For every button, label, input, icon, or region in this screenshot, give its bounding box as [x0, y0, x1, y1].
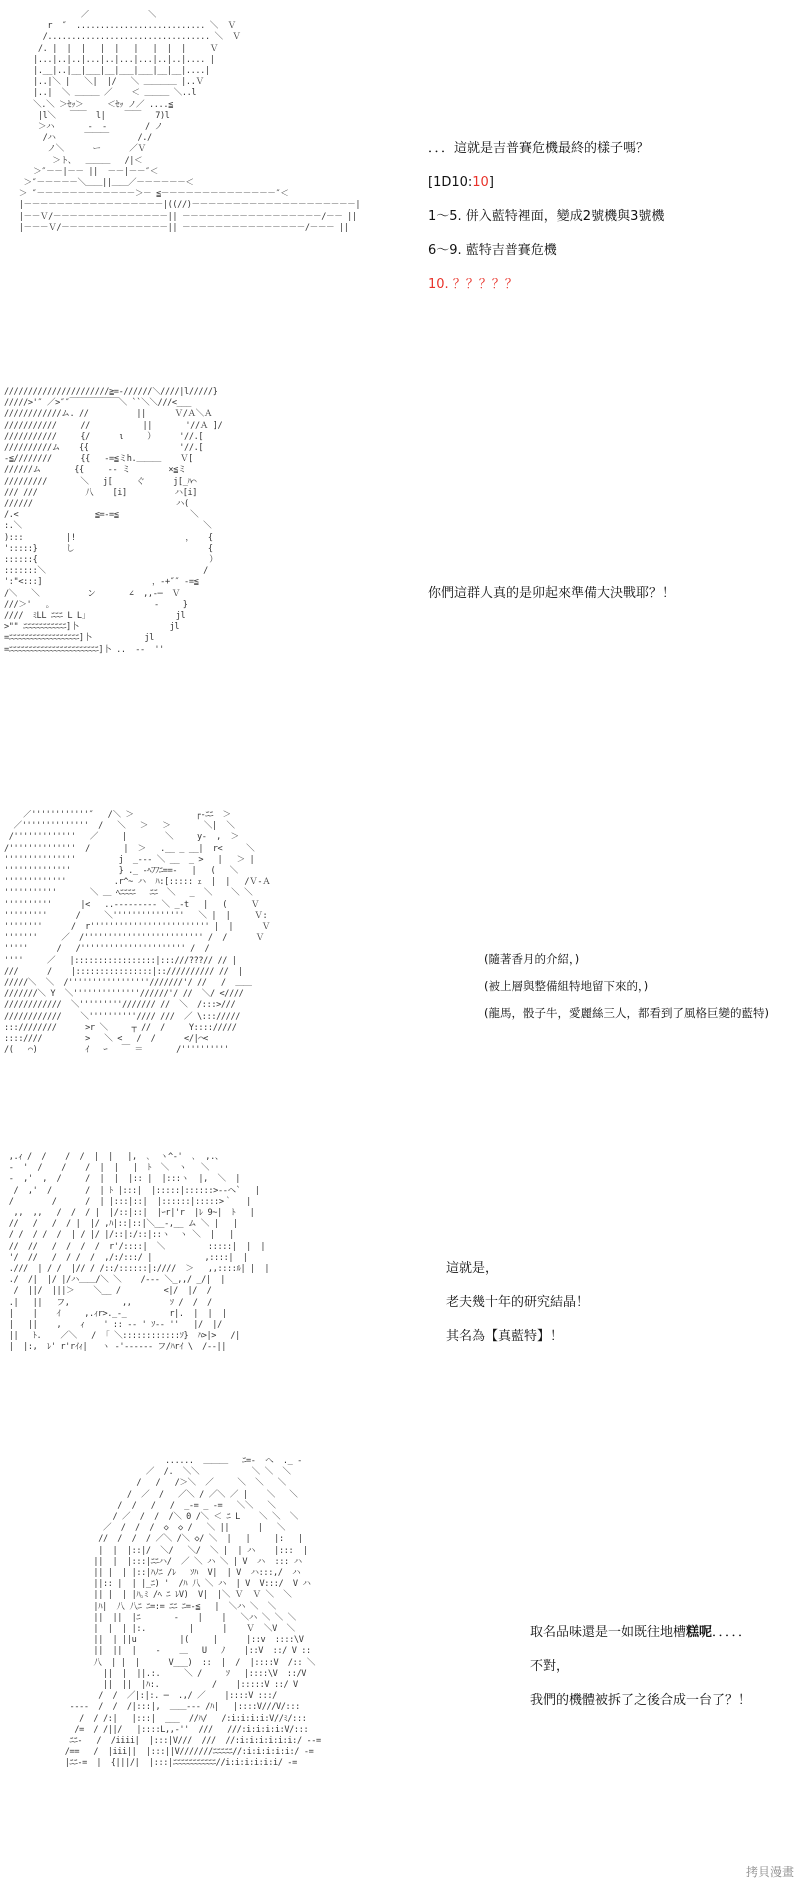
dialogue-line [530, 1650, 751, 1684]
text-segment: 1～5. 併入藍特裡面，變成2號機與3號機 [428, 209, 665, 224]
narration-line [484, 1000, 769, 1027]
text-segment: (龍馬，骰子牛，愛麗絲三人，都看到了風格巨變的藍特) [484, 1006, 769, 1020]
dialogue-line [428, 132, 664, 166]
panel-1 [0, 0, 800, 385]
narration-line [484, 973, 769, 1000]
panel-3 [0, 810, 800, 1145]
option-line [428, 234, 664, 268]
dialogue-block-1 [428, 132, 664, 302]
text-segment: 我們的機體被拆了之後合成一台了？！ [530, 1693, 752, 1708]
dialogue-line [530, 1684, 751, 1718]
text-segment: 不對， [530, 1659, 570, 1674]
highlight-text: 10 [472, 175, 489, 190]
text-segment: 你們這群人真的是卯起來準備大決戰耶？！ [428, 586, 676, 601]
text-segment: ．．．這就是吉普賽危機最終的樣子嗎？ [428, 141, 650, 156]
dialogue-line [446, 1286, 589, 1320]
text-segment: (隨著香月的介紹，) [484, 952, 580, 966]
ascii-art-character-2: //////////////////////≧=-//////＼////|l/////} /////>'″ ／>″″￣￣￣￣￣￣＼ ``＼＼///<___ ////////////ム. // || Ｖ/Ａ＼Ａ /////////// // || '//Ａ ]/ /////////// {/ ι ） '//.[ //////////ム {{ '//.[ -≦//////// {{ -=≦ミh.＿＿＿ Ｖ[ //////ム {{ -- ミ ×≦ミ ///////// ＼ j[ ぐ j[_ﾊ⌒ /// /// 八 [i] ハ[i] ////// ハ( /.< ≦=-=≦ ＼ :.＼ ＼ )::: |! ， { ':::::} し { ::::::{ ） :::::::＼ / ':"<:::] ，-+″″ -=≦ /＼ ＼ ン ∠ ,,-─ Ｖ ///＞' 。 - } //// ﾐLL ﾆﾆﾆ L L」 jl >"" ﾆﾆﾆﾆﾆﾆﾆﾆﾆﾆﾆ]卜 jl =ﾆﾆﾆﾆﾆﾆﾆﾆﾆﾆﾆﾆﾆﾆﾆﾆﾆﾆ]卜 jl =ﾆﾆﾆﾆﾆﾆﾆﾆﾆﾆﾆﾆﾆﾆﾆﾆﾆﾆﾆﾆﾆﾆﾆ]卜 .. -- '' [4, 387, 223, 655]
ascii-art-robot-reveal: ／''''''''''''″ /＼ ＞ ┌-ﾆﾆ ＞ ／'''''''''''''' / ＼ ＞ ＞ ＼| ＼ /''''''''''''' ／ | ＼ y- , ＞ /'''''''''''''' / | ＞ .__ _ __| r< ＼ ''''''''''''''' j _--- ＼ __ _ > | ＞ | '''''''''''''' } ._ -ﾍﾌﾌﾆ==- | ( ＼ ''''''''''''' .r^~ ハ ﾊ:[::::: ｪ | | /Ｖ-Ａ ''''''''''' ＼ ＿ ﾍﾆﾆﾆﾆ ﾆﾆ ＼ _ ＼ ＼ ＼ '''''''''' |< ..--------- ＼ _-t | ( Ｖ ''''''''' / ＼''''''''''''''' ＼ | | Ｖ: '''''''' / r''''''''''''''''''''''''' | | Ｖ ''''''' ／ /''''''''''''''''''''''''' / / Ｖ ''''' / /'''''''''''''''''''''' / / '''' ／ |:::::::::::::::::|:::///???// // | /// / |::::::::::::::::|::////////// // | /////＼ ＼ /'''''''''''''''''///////'/ // / ＿＿ ///////＼ Y ＼''''''''''''''//////'/ // ＼/ <//// //////////// ＼'''''''''/////// // ＼ /:::>/// //////////// ＼''''''''''//// /// ／ \:::///// ::://////// >r ＼ ┬ // / Y::::///// :::://// > ＼ < / / </|⌒< /( ⌒) ｲ ｰ ￣ ＝ /'''''''''' [4, 810, 271, 1056]
text-segment: 這就是， [446, 1261, 499, 1276]
dialogue-block-5 [530, 1616, 751, 1718]
text-segment: 糕呢 [686, 1625, 713, 1640]
option-line-selected [428, 268, 664, 302]
text-segment: 其名為【真藍特】！ [446, 1329, 564, 1344]
dialogue-line [446, 1252, 589, 1286]
text-segment: 取名品味還是一如既往地槽 [530, 1625, 687, 1640]
watermark-logo: 拷貝漫畫 [745, 1865, 794, 1879]
option-line [428, 200, 664, 234]
text-segment: ] [488, 175, 494, 190]
narration-block-3 [484, 946, 769, 1027]
text-segment: 老夫幾十年的研究結晶！ [446, 1295, 590, 1310]
dialogue-line [530, 1616, 751, 1650]
narration-line [484, 946, 769, 973]
panel-4 [0, 1152, 800, 1447]
dice-roll-line [428, 166, 664, 200]
text-segment: (被上層與整備組特地留下來的，) [484, 979, 649, 993]
dialogue-line [446, 1320, 589, 1354]
dialogue-block-4 [446, 1252, 589, 1354]
panel-2 [0, 385, 800, 800]
dialogue-line [428, 577, 675, 611]
ascii-art-portrait-1: ／ ￣￣￣￣￣￣ ＼ r ″ ........................... ＼ Ｖ /.................................. ＼ Ｖ /. | | | | | | | | | Ｖ |...|..|..|...|..|...|...|..|..|.... | |.__|..|__|___|__|___|___|__|__|....| |..|＼ | ＼| |/ ＼ ＿＿＿＿ |..Ｖ |..| ＼ ＿＿＿ ／ ＜ ＿＿＿ ＼..l ＼.＼ ＞ｾｯ＞ ＜ｾｯ ノ／ ....≦ |l＼ ￣￣ l| ￣￣ 7)l ＞ハ - - / ノ /ハ ￣￣￣ /./ ノ＼ ー ／Ｖ ＞ト、 ＿＿＿ /|＜ ＞″－－|－－ || －－|－－″＜ ＞″－－－－－＼＿＿||＿＿／－－－－－－＜ ＞ ″－－－－－－－－－－－－＞－ ≦－－－－－－－－－－－－－－″＜ |－－－－－－－－－－－－－－－－－|((//)－－－－－－－－－－－－－－－－－－－－| |－－Ｖ/－－－－－－－－－－－－－－|| －－－－－－－－－－－－－－－－－/－－ || |－－－Ｖ/－－－－－－－－－－－－－|| －－－－－－－－－－－－－－－/－－－ || [18, 10, 361, 233]
ascii-art-robot-closeup: ,.ｨ / / / / | | |, ､ ヽ^-' ､ ,.、 - ' / / / | | | ﾄ ＼ ヽ ＼ - ,' , / / | | |:: | |:::ヽ |, ＼ | / ,' / / | ﾄ |:::| |:::::|::::::>--ヘ` | / / / | |:::|::| |::::::|:::::>｀ | ,, ,, / / / | |/::|::| |ｰr|'r |ﾚ 9~| ﾄ | // / / / | |/ ,ﾊ|::|::|＼__-,__ ム ＼ | | / / / / / | / |/ |/::|:/::|::ヽ ヽ ＼ | | // // / / / / r'/::::| ＼ :::::| | | '/ // / / / / ,/:/:::/ | ,::::| | ./// | / / |// / /::/::::::|://// ＞ ,,::::ﾙ| | | ./ /| |/ |/ハ＿＿/＼ ＼ /--- ＼_,,/ _/| | / ||/ |||＞ ＼__ / <|/ |/ / .| || フ, ,, ｿ / / / | | ｲ ,.ｨr>._-_ r|. | | | | || , ｨ ' :: -- ' ｿ-- '' |/ |/ || ﾄ. ／＼ / ｢ ＼::::::::::::ｿ} ﾊ>|> /| | |:, ﾚ' r'rｲｨ| ヽ -'------ フ/ﾊrｲ \ /--|| [8, 1152, 270, 1353]
highlight-text: 10. ？？？？？ [428, 277, 518, 292]
text-segment: [1D10: [428, 175, 473, 190]
text-segment: 6～9. 藍特吉普賽危機 [428, 243, 557, 258]
dialogue-block-2 [428, 577, 675, 611]
text-segment: ．．．．． [712, 1625, 752, 1640]
panel-5 [0, 1456, 800, 1884]
ascii-art-robot-full: ...... ＿＿＿ ﾆ=- へ ._ - ／ /. ＼＼ ＼ ＼ ＼ / / /＞＼ ／ ＼ ＼ ＼ / ／ / ／＼ / ／＼ ／ | ＼ ＼ / / / / _-= _ -= ＼＼ ＼ / ／ / / /＼ 0 /＼ ＜ ﾆ L ＼ ＼ ＼ ／ / / / ◇ ◇ / ＼ || | ＼ // / / / ／＼ /＼ ◇/ ＼ | | |: | | | |::|/ ＼/ ＼/ ＼ | | ハ |::: | || | |:::|ﾆﾆハ/ ／ ＼ ハ ＼ | V ハ ::: ハ || | | |::|ﾊﾉﾆ /ﾚ ｿﾊ V| | V ハ:::,/ ハ ||:: | | |_ﾆ) ' /ﾊ 八 ＼ ハ | V V:::/ V ハ || | | |ﾊ｡ﾐ /ﾍ ﾆ ﾚV) V| |＼ Ｖ Ｖ ＼ ＼ |ﾊ| 八 八ﾆ ﾆ=:= ﾆﾆ ﾆ=-≦ | ＼ハ ＼ ＼ || || |ﾆ - | | ＼ハ ＼ ＼ ＼ | | | |:. | | Ｖ ＼V ＼ || | ||u |( | |::v ::::\V || || | - ＿ U ﾉ |::V ::/ V :: 八 | | | V___) :: | / |::::V /:: ＼ || | ||.:. ＼ / ｿ |::::\V ::/V || || |ﾊ:. / |:::::V ::/ V / / ／|:|:. ─ .,/ ／ |::::V :::/ ---- / / /|:::|, ＿＿--- /ﾊ| |::::V///V/::: / / /:| |:::| ___ //ﾊ/ /:i:i:i:i:V//ﾐ/::: /= / /||/ |::::L,,-'' /// ///:i:i:i:i:V/::: ﾆﾆ- / /iiii| |:::|V/// /// //:i:i:i:i:i:i:/ --= /== / |iii|| |:::||V///////ﾆﾆﾆﾆﾆ//:i:i:i:i:i:/ -= |ﾆﾆ-= | {|||/| |:::|ﾆﾆﾆﾆﾆﾆﾆﾆﾆﾆﾆ//i:i:i:i:i:i/ -= [64, 1456, 321, 1769]
